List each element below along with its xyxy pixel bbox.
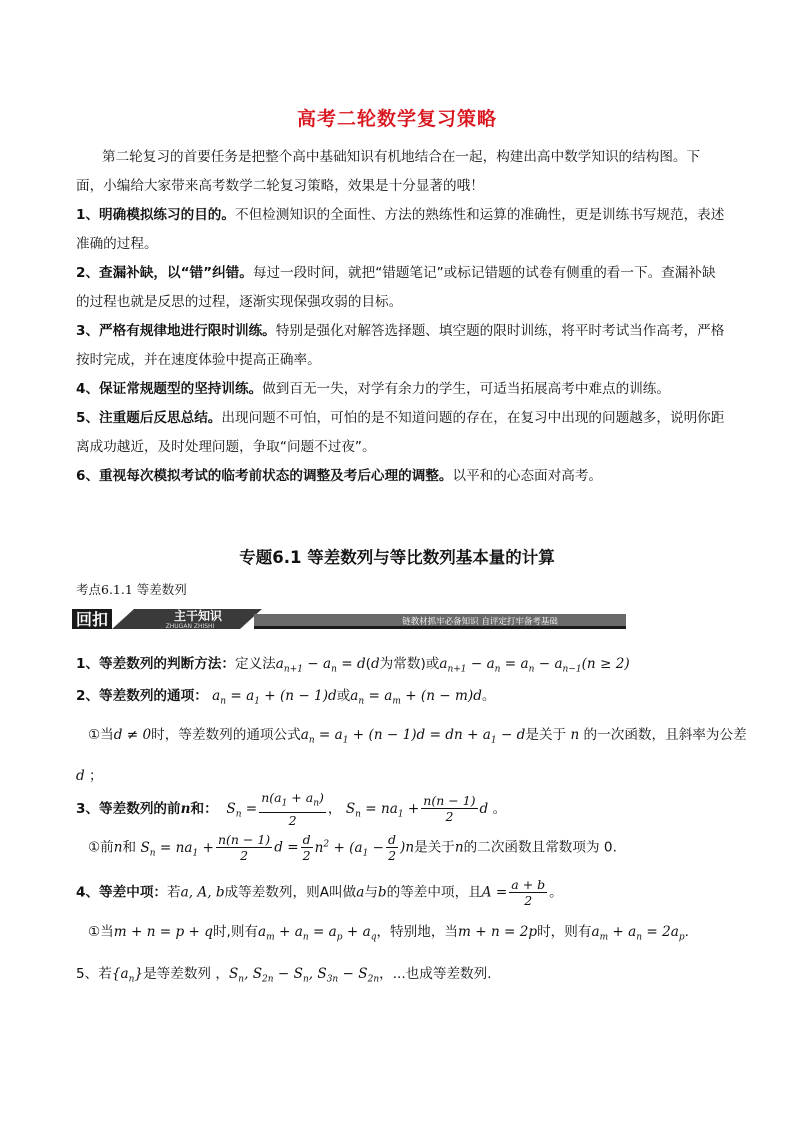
formula-line-1: 1、等差数列的判断方法：定义法$a_{n+1} - a_n = d(d$为常数)或$a_{n+1} - a_n = a_n - a_{n-1}(n \ge 2)$ <box>76 656 630 675</box>
formula-line-4: 3、等差数列的前n和： $S_n$ = $\frac{n(a_1 + a_n)}{2}$ ， $S_n = na_1$ + $\frac{n(n - 1)}{2}$ d 。 <box>76 790 507 828</box>
tip-item: 2、查漏补缺，以“错”纠错。每过一段时间，就把“错题笔记”或标记错题的试卷有侧重的看一下。查漏补缺的过程也就是反思的过程，逐渐实现保强攻弱的目标。 <box>76 265 716 310</box>
fraction: $\frac{n(a_1 + a_n)}{2}$ <box>261 790 324 828</box>
kaodian-label: 考点6.1.1 等差数列 <box>76 582 187 597</box>
math-expression: $a_n = a_m + (n - m)d$ <box>350 688 482 707</box>
tips-list <box>76 201 726 491</box>
formula-line-2: 2、等差数列的通项： $a_n = a_1 + (n - 1)d$或$a_n = a_m + (n - m)d$。 <box>76 688 496 707</box>
math-expression: $S_n = na_1$ + <box>345 800 420 820</box>
tip-item: 4、保证常规题型的坚持训练。做到百无一失，对学有余力的学生，可适当拓展高考中难点的训练。 <box>76 381 670 397</box>
formula-line-3b: d ； <box>76 768 103 784</box>
math-expression: $a_n = a_1 + (n - 1)d$ <box>212 688 337 707</box>
zhugan-banner <box>72 605 626 633</box>
math-expression: A = <box>481 884 508 901</box>
page-title: 高考二轮数学复习策略 <box>296 108 497 130</box>
math-expression: m + n = 2p <box>458 924 538 940</box>
tip-item: 3、严格有规律地进行限时训练。特别是强化对解答选择题、填空题的限时训练，将平时考试当作高考，严格按时完成，并在速度体验中提高正确率。 <box>76 323 725 368</box>
tip-item: 1、明确模拟练习的目的。不但检测知识的全面性、方法的熟练性和运算的准确性，更是训练书写规范，表述准确的过程。 <box>76 207 725 252</box>
math-expression: d <box>370 656 380 672</box>
math-expression: d ≠ 0 <box>113 727 152 743</box>
tip-item: 6、重视每次模拟考试的临考前状态的调整及考后心理的调整。以平和的心态面对高考。 <box>76 468 603 484</box>
formula-line-6: 4、等差中项：若a, A, b成等差数列，则A叫做a与b的等差中项，且A = $\frac{a + b}{2}$ 。 <box>76 877 563 908</box>
banner-right: 链教材抓牢必备知识 自评定打牢备考基础 <box>402 617 558 627</box>
math-expression: $a_m + a_n = a_p + a_q$ <box>258 924 377 943</box>
math-expression: $S_n = na_1$ + <box>140 839 214 859</box>
formula-line-5: ①前n和 $S_n = na_1$ + $\frac{n(n - 1)}{2}$ d = $\frac{d}{2}$ $n^2 + (a_1$ − $\frac{d}{2}$ )n是关于n的二次函数且常数项为 0. <box>88 832 617 863</box>
fraction: $\frac{d}{2}$ <box>388 832 397 863</box>
formula-line-3: ①当d ≠ 0时，等差数列的通项公式$a_n = a_1 + (n - 1)d$ = dn + $a_1 - d$是关于 n 的一次函数，且斜率为公差 <box>88 727 747 746</box>
formula-line-7: ①当m + n = p + q时,则有$a_m + a_n = a_p + a_q$，特别地，当m + n = 2p时，则有$a_m + a_n = 2a_p$. <box>88 924 689 943</box>
math-expression: d <box>76 768 85 784</box>
fraction: $\frac{n(n - 1)}{2}$ <box>423 793 476 825</box>
math-expression: n <box>566 727 584 743</box>
section-title: 专题6.1 等差数列与等比数列基本量的计算 <box>239 548 555 567</box>
math-expression: $S_n$ = <box>226 800 258 820</box>
math-expression: $\{a_n\}$ <box>111 966 144 985</box>
banner-left: 回扣 <box>75 610 109 629</box>
math-expression: $S_n$, $S_{2n} - S_n$, $S_{3n} - S_{2n}$ <box>228 966 380 985</box>
banner-main: 主干知识 <box>173 609 223 623</box>
intro-paragraph: 第二轮复习的首要任务是把整个高中基础知识有机地结合在一起，构建出高中数学知识的结构图。下面，小编给大家带来高考数学二轮复习策略，效果是十分显著的哦！ <box>76 149 701 194</box>
math-expression: $a_m + a_n = 2a_p$ <box>591 924 685 943</box>
formula-line-8: 5、若$\{a_n\}$是等差数列 ，$S_n$, $S_{2n} - S_n$, $S_{3n} - S_{2n}$，...也成等差数列. <box>76 966 492 985</box>
fraction: $\frac{a + b}{2}$ <box>511 877 546 908</box>
banner-pinyin: ZHUGAN ZHISHI <box>165 623 215 630</box>
math-expression: m + n = p + q <box>113 924 213 940</box>
tip-item: 5、注重题后反思总结。出现问题不可怕，可怕的是不知道问题的存在，在复习中出现的问题越多，说明你距离成功越近，及时处理问题，争取“问题不过夜”。 <box>76 410 725 455</box>
math-expression: $a_{n+1} - a_n = a_n - a_{n-1}(n \ge 2)$ <box>439 656 630 675</box>
fraction: $\frac{d}{2}$ <box>302 832 311 863</box>
math-expression: $a_n = a_1 + (n - 1)d$ = dn + $a_1 - d$ <box>300 727 526 746</box>
math-expression: n <box>180 800 191 817</box>
fraction: $\frac{n(n - 1)}{2}$ <box>217 832 271 863</box>
math-expression: $a_{n+1} - a_n = d$ <box>275 656 366 675</box>
